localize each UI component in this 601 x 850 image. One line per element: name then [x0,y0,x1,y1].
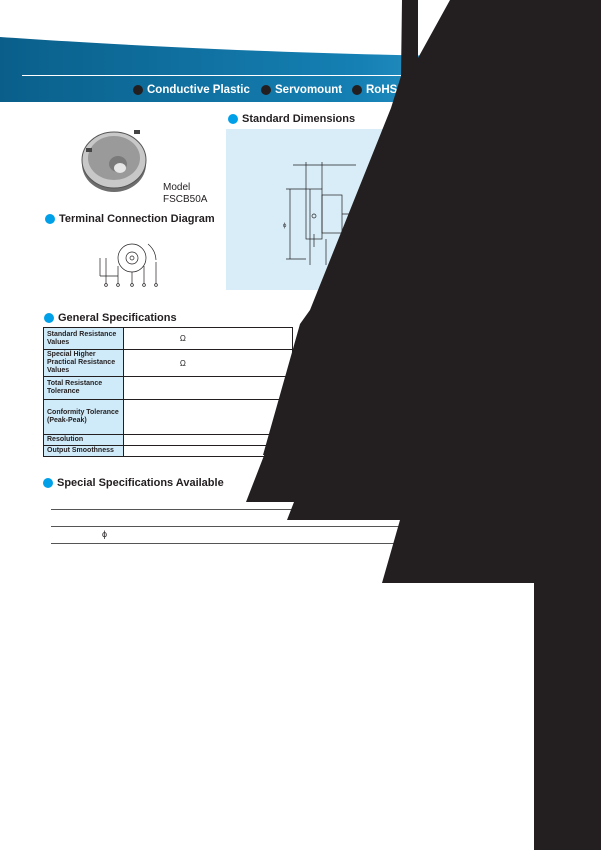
section-title: Standard Dimensions [242,113,356,125]
section-title: Special Specifications Available [57,477,224,489]
spec-label: Total Resistance Tolerance [44,377,124,400]
feature-label: Servomount [275,84,343,96]
section-title: Terminal Connection Diagram [59,213,215,225]
ohm-symbol: Ω [179,334,186,343]
spec-label: Conformity Tolerance (Peak-Peak) [44,400,124,435]
ohm-symbol: Ω [179,358,186,368]
spec-label: Standard Resistance Values [44,328,124,350]
feature-label: Conductive Plastic [147,84,250,96]
diameter-symbol: ϕ [283,223,287,229]
section-title: General Specifications [58,312,177,324]
spec-label: Special Higher Practical Resistance Values [44,350,124,377]
feature-label: RoHS [366,84,398,96]
model-label: Model [163,182,191,193]
spec-label: Resolution [44,435,124,446]
model-name: FSCB50A [163,194,208,205]
spec-label: Output Smoothness [44,446,124,457]
diameter-symbol: ϕ [102,529,108,539]
